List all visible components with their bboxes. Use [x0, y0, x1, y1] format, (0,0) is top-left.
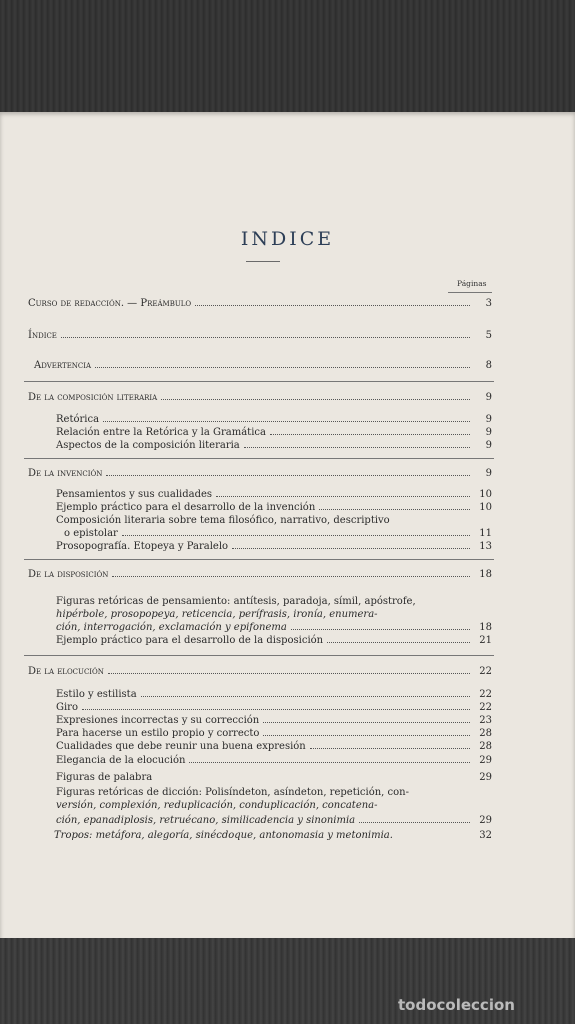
toc-entry-relacion: Relación entre la Retórica y la Gramática 9 [56, 427, 492, 438]
section-divider [24, 381, 494, 382]
book-page [0, 112, 575, 940]
toc-entry-preambulo: Curso de redacción. — Preámbulo 3 [28, 298, 492, 309]
toc-entry-tropos-page: 32 [479, 830, 492, 841]
toc-entry-ejemplo-invencion: Ejemplo práctico para el desarrollo de la invención 10 [56, 502, 492, 513]
background-top [0, 0, 575, 112]
toc-entry-figuras-pensamiento-line2: hipérbole, prosopopeya, reticencia, perífrasis, ironía, enumera- [56, 609, 378, 620]
toc-entry-figuras-pensamiento-line3: ción, interrogación, exclamación y epifonema 18 [56, 622, 492, 633]
toc-entry-composicion-tema-line1: Composición literaria sobre tema filosófico, narrativo, descriptivo [56, 515, 390, 526]
section-divider [24, 458, 494, 459]
toc-entry-figuras-diccion-line1: Figuras retóricas de dicción: Polisíndeton, asíndeton, repetición, con- [56, 787, 409, 798]
toc-entry-figuras-pensamiento-line1: Figuras retóricas de pensamiento: antítesis, paradoja, símil, apóstrofe, [56, 596, 416, 607]
toc-entry-estilo-propio: Para hacerse un estilo propio y correcto 28 [56, 728, 492, 739]
table-of-contents [0, 112, 575, 940]
toc-entry-advertencia: Advertencia 8 [34, 360, 492, 371]
toc-entry-pensamientos: Pensamientos y sus cualidades 10 [56, 489, 492, 500]
section-divider [24, 655, 494, 656]
toc-entry-estilo: Estilo y estilista 22 [56, 689, 492, 700]
toc-entry-composicion-tema-line2: o epistolar 11 [64, 528, 492, 539]
watermark-logo: todocoleccion [398, 996, 515, 1014]
toc-entry-aspectos: Aspectos de la composición literaria 9 [56, 440, 492, 451]
toc-entry-tropos: Tropos: metáfora, alegoría, sinécdoque, antonomasia y metonimia. [54, 830, 393, 841]
section-divider [24, 559, 494, 560]
toc-entry-prosopografia: Prosopografía. Etopeya y Paralelo 13 [56, 541, 492, 552]
toc-entry-figuras-diccion-line3: ción, epanadiplosis, retruécano, similicadencia y sinonimia 29 [56, 815, 492, 826]
paginas-header: Páginas [457, 279, 487, 288]
toc-entry-giro: Giro 22 [56, 702, 492, 713]
toc-section-invencion: De la invención 9 [28, 468, 492, 479]
toc-entry-retorica: Retórica 9 [56, 414, 492, 425]
toc-entry-ejemplo-disposicion: Ejemplo práctico para el desarrollo de la disposición 21 [56, 635, 492, 646]
page-title: INDICE [240, 228, 335, 250]
toc-section-composicion: De la composición literaria 9 [28, 392, 492, 403]
toc-section-disposicion: De la disposición 18 [28, 569, 492, 580]
toc-entry-figuras-diccion-line2: versión, complexión, reduplicación, conduplicación, concatena- [56, 800, 378, 811]
toc-entry-cualidades: Cualidades que debe reunir una buena expresión 28 [56, 741, 492, 752]
toc-entry-elegancia: Elegancia de la elocución 29 [56, 755, 492, 766]
toc-entry-indice: Índice 5 [28, 330, 492, 341]
toc-section-elocucion: De la elocución 22 [28, 666, 492, 677]
toc-entry-expresiones: Expresiones incorrectas y su corrección 23 [56, 715, 492, 726]
toc-entry-figuras-palabra: Figuras de palabra 29 [56, 772, 492, 783]
